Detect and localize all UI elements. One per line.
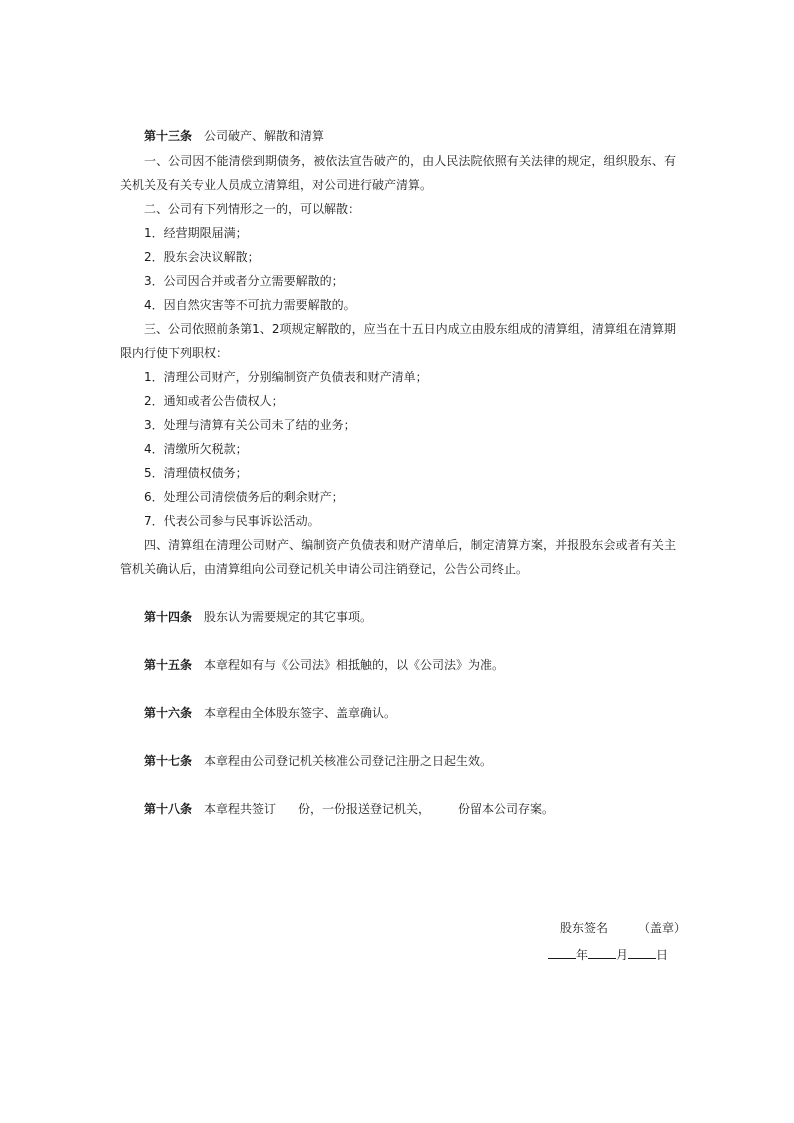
article-14 [120, 609, 676, 625]
day-label: 日 [656, 948, 669, 962]
article-17-number: 第十七条 [144, 754, 193, 768]
month-label: 月 [616, 948, 629, 962]
article-13-p4-line2: 管机关确认后，由清算组向公司登记机关申请公司注销登记，公告公司终止。 [120, 562, 529, 576]
list-item: 3．处理与清算有关公司未了结的业务； [144, 418, 356, 432]
article-13-title: 公司破产、解散和清算 [204, 129, 325, 143]
list-item: 4．因自然灾害等不可抗力需要解散的。 [144, 298, 356, 312]
day-blank[interactable] [628, 946, 656, 959]
signature-line [560, 920, 686, 936]
article-15-number: 第十五条 [144, 658, 193, 672]
date-line [548, 946, 668, 963]
list-item: 6．处理公司清偿债务后的剩余财产； [144, 490, 344, 504]
list-item: 2．股东会决议解散； [144, 250, 260, 264]
article-18-text-a: 本章程共签订 [204, 802, 277, 816]
article-18-number: 第十八条 [144, 802, 193, 816]
article-17 [120, 753, 676, 769]
shareholder-signature-label: 股东签名 [560, 921, 609, 935]
article-13-p3-line2: 限内行使下列职权： [120, 346, 229, 360]
year-label: 年 [576, 948, 589, 962]
article-15-text: 本章程如有与《公司法》相抵触的，以《公司法》为准。 [204, 658, 505, 672]
article-16-number: 第十六条 [144, 706, 193, 720]
article-14-number: 第十四条 [144, 610, 193, 624]
article-13-p1-line1: 一、公司因不能清偿到期债务，被依法宣告破产的，由人民法院依照有关法律的规定，组织股东、有 [144, 154, 676, 168]
list-item: 7．代表公司参与民事诉讼活动。 [144, 514, 320, 528]
article-17-text: 本章程由公司登记机关核准公司登记注册之日起生效。 [204, 754, 493, 768]
seal-label: （盖章） [638, 921, 687, 935]
article-16-text: 本章程由全体股东签字、盖章确认。 [204, 706, 397, 720]
article-13-p3-line1: 三、公司依照前条第1、2项规定解散的，应当在十五日内成立由股东组成的清算组，清算组在清算期 [144, 322, 676, 336]
article-13-p1-line2: 关机关及有关专业人员成立清算组，对公司进行破产清算。 [120, 178, 433, 192]
list-item: 4．清缴所欠税款； [144, 442, 248, 456]
article-13-number: 第十三条 [144, 129, 193, 143]
list-item: 3．公司因合并或者分立需要解散的； [144, 274, 344, 288]
list-item: 5．清理债权债务； [144, 466, 248, 480]
list-item: 1．清理公司财产，分别编制资产负债表和财产清单； [144, 370, 428, 384]
article-13-p4-line1: 四、清算组在清理公司财产、编制资产负债表和财产清单后，制定清算方案，并报股东会或者有关主 [144, 538, 676, 552]
article-14-text: 股东认为需要规定的其它事项。 [204, 610, 373, 624]
document-page [120, 0, 687, 1123]
article-18-text-b: 份，一份报送登记机关， [298, 802, 431, 816]
article-18 [120, 801, 676, 817]
month-blank[interactable] [588, 946, 616, 959]
article-13-p2: 二、公司有下列情形之一的，可以解散： [144, 202, 361, 216]
article-15 [120, 657, 676, 673]
article-16 [120, 705, 676, 721]
list-item: 1．经营期限届满； [144, 226, 248, 240]
list-item: 2．通知或者公告债权人； [144, 394, 284, 408]
article-18-text-c: 份留本公司存案。 [458, 802, 555, 816]
year-blank[interactable] [548, 946, 576, 959]
article-13-heading [120, 128, 676, 144]
